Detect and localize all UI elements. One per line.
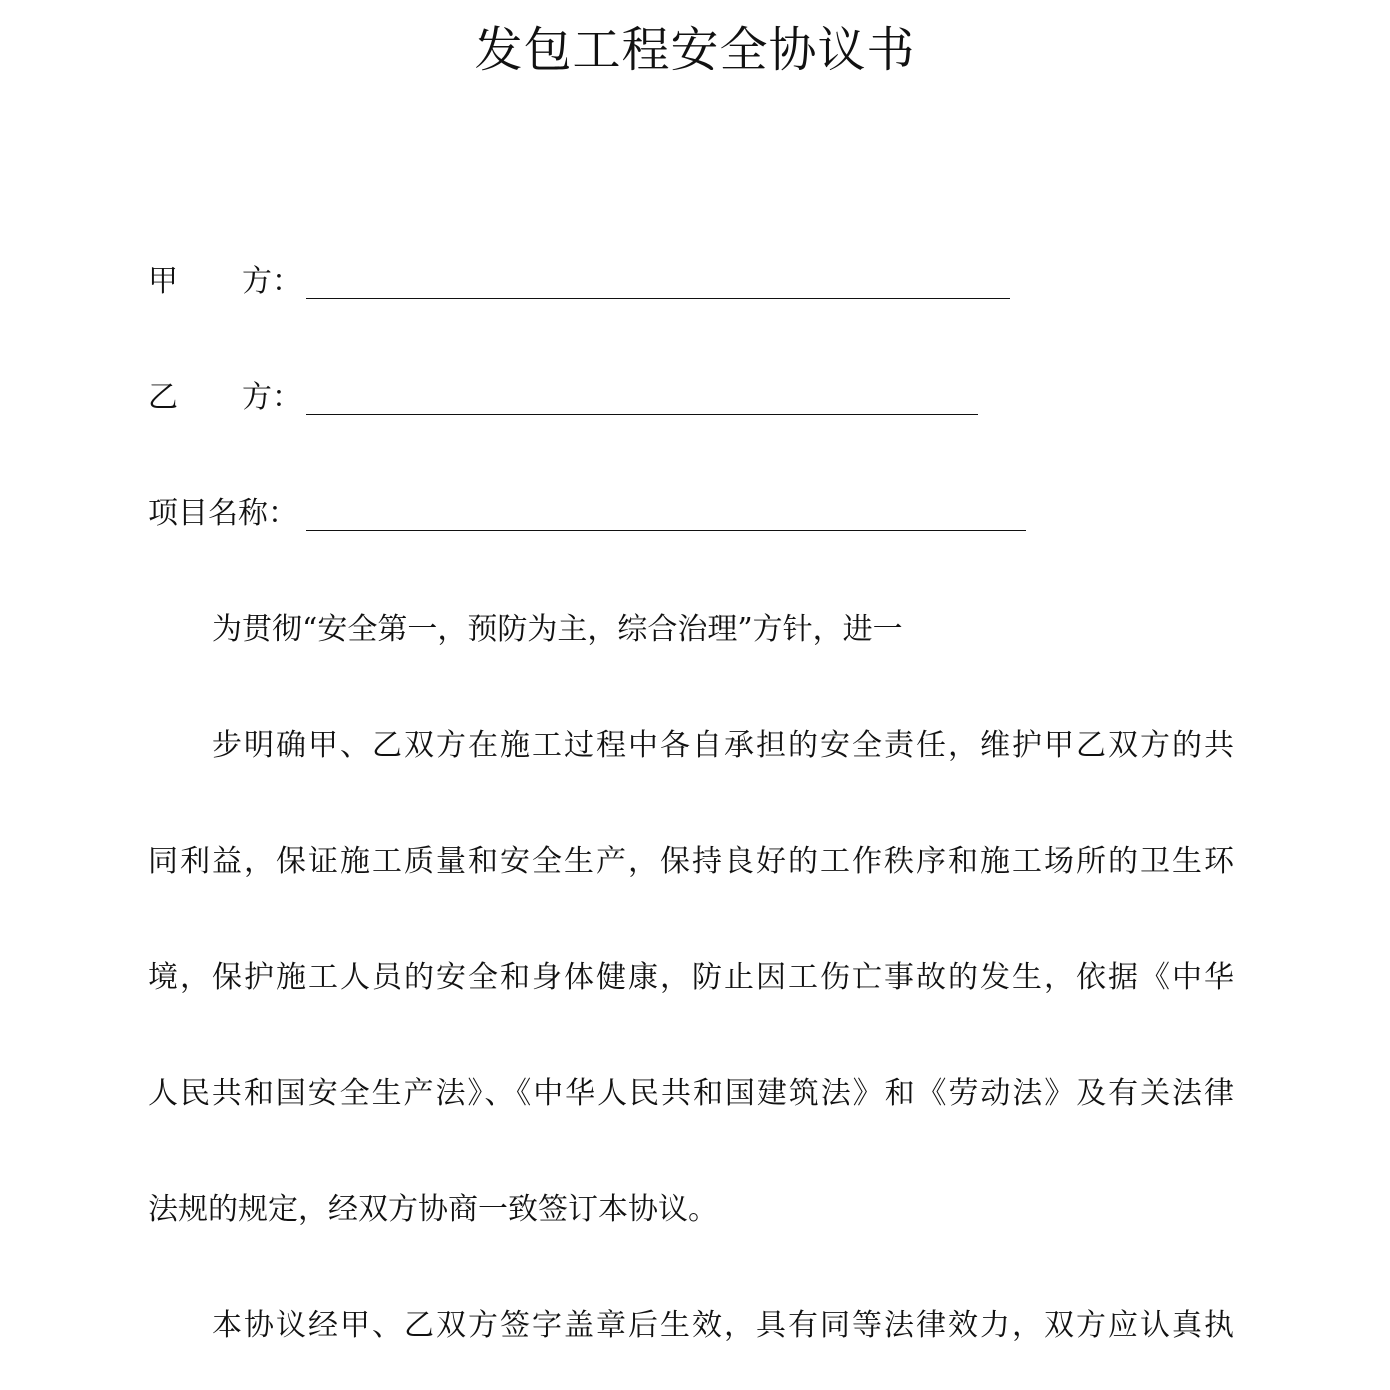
party-b-field [148,378,978,418]
paragraph-2-line-1: 本协议经甲、乙双方签字盖章后生效，具有同等法律效力，双方应认真执 [212,1308,1234,1343]
paragraph-1-line-4: 境，保护施工人员的安全和身体健康，防止因工伤亡事故的发生，依据《中华 [148,960,1234,995]
paragraph-1-line-6: 法规的规定，经双方协商一致签订本协议。 [148,1192,718,1227]
party-b-label-char: 乙 [148,380,178,415]
document-title: 发包工程安全协议书 [474,22,916,78]
project-name-label [148,494,298,534]
party-a-field [148,262,1010,302]
paragraph-1-line-5: 人民共和国安全生产法》、《中华人民共和国建筑法》和《劳动法》及有关法律 [148,1076,1234,1111]
project-name-underline [306,530,1026,531]
paragraph-1-line-3: 同利益，保证施工质量和安全生产，保持良好的工作秩序和施工场所的卫生环 [148,844,1234,879]
party-b-label-suffix: 方： [242,380,302,415]
paragraph-1-line-2: 步明确甲、乙双方在施工过程中各自承担的安全责任，维护甲乙双方的共 [212,728,1234,763]
party-a-underline [306,298,1010,299]
party-b-label [148,378,302,418]
party-a-label-suffix: 方： [242,264,302,299]
paragraph-1-line-1: 为贯彻“安全第一，预防为主，综合治理”方针，进一 [212,612,903,647]
project-name-field [148,494,1026,534]
party-a-label [148,262,302,302]
party-a-label-char: 甲 [148,264,178,299]
project-name-label-text: 项目名称： [148,496,298,531]
party-b-underline [306,414,978,415]
